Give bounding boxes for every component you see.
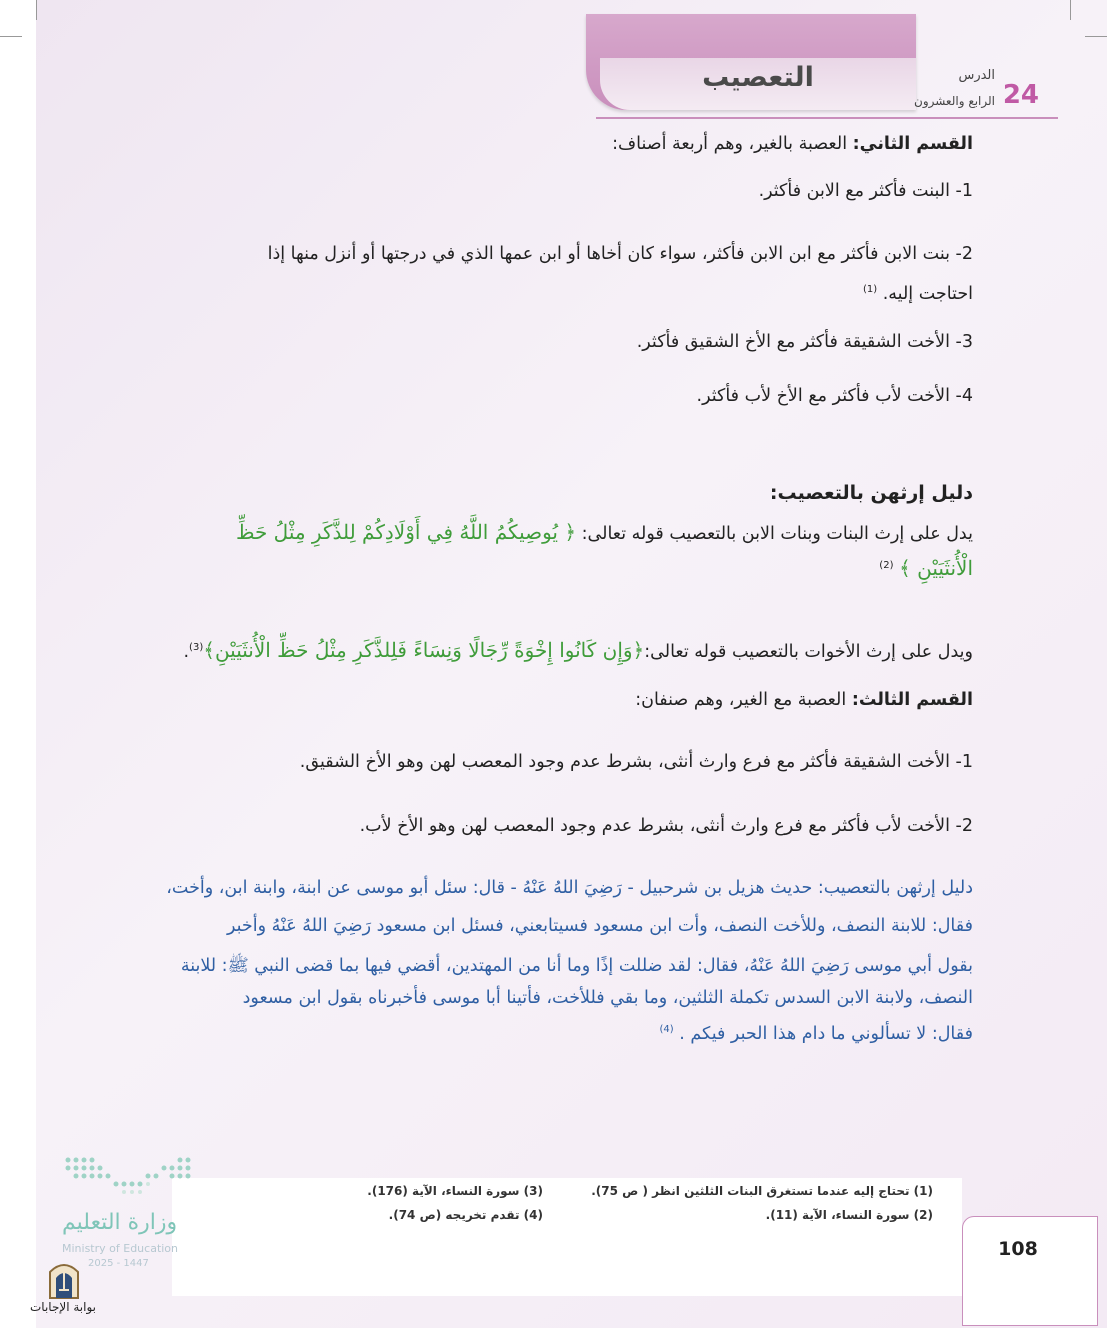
section3-item: 2- الأخت لأب فأكثر مع فرع وارث أنثى، بشرط عدم وجود المعصب لهن وهو الأخ لأب. — [359, 816, 973, 836]
ministry-name-english: Ministry of Education — [62, 1242, 179, 1255]
hadith-text: فقال: لا تسألوني ما دام هذا الحبر فيكم . — [679, 1024, 973, 1044]
lesson-title: التعصيب — [702, 62, 814, 93]
footnote-ref: (4) — [659, 1024, 674, 1036]
evidence-line — [879, 556, 973, 580]
ministry-year: 2025 - 1447 — [88, 1258, 149, 1269]
period: . — [183, 642, 190, 662]
page-number-box — [962, 1216, 1098, 1326]
ministry-logo-icon — [64, 1156, 196, 1196]
footnote-ref: (1) — [862, 284, 878, 296]
section2-item-continued — [863, 284, 973, 304]
page-number: 108 — [998, 1238, 1038, 1260]
footnote: (4) تقدم تخريجه (ص 74). — [388, 1208, 543, 1222]
hadith-line: فقال: للابنة النصف، وللأخت النصف، وأت ابن مسعود فسيتابعني، فسئل ابن مسعود رَضِيَ اللهُ عَنْهُ وأخبر — [226, 916, 973, 936]
section2-item: 3- الأخت الشقيقة فأكثر مع الأخ الشقيق فأكثر. — [636, 332, 973, 352]
portal-label: بوابة الإجابات — [30, 1300, 97, 1314]
crop-mark — [36, 0, 37, 20]
section2-item-text: احتاجت إليه. — [882, 284, 973, 304]
footnote: (1) تحتاج إليه عندما تستغرق البنات الثلثين انظر ( ص 75). — [591, 1184, 933, 1198]
quran-verse: الْأُنثَيَيْنِ ﴾ — [899, 556, 973, 580]
section3-heading: القسم الثالث: — [851, 690, 973, 710]
footnote: (3) سورة النساء، الآية (176). — [367, 1184, 543, 1198]
crop-mark — [1085, 36, 1107, 37]
section2-heading-rest: العصبة بالغير، وهم أربعة أصناف: — [612, 134, 853, 154]
evidence-text: ويدل على إرث الأخوات بالتعصيب قوله تعالى: — [644, 642, 973, 662]
evidence-line — [183, 638, 973, 662]
portal-logo-icon — [42, 1256, 86, 1300]
lesson-label: الدرس — [958, 68, 995, 83]
lesson-number: 24 — [1002, 80, 1039, 110]
section3-heading-rest: العصبة مع الغير، وهم صنفان: — [635, 690, 852, 710]
section2-heading: القسم الثاني: — [852, 134, 973, 154]
crop-mark — [0, 36, 22, 37]
hadith-line: النصف، ولابنة الابن السدس تكملة الثلثين، وما بقي فللأخت، فأتينا أبا موسى فأخبرناه بقول ابن مسعود — [242, 988, 973, 1008]
quran-verse: ﴿وَإِن كَانُوا إِخْوَةً رِّجَالًا وَنِسَاءً فَلِلذَّكَرِ مِثْلُ حَظِّ الْأُنثَيَيْنِ﴾ — [203, 638, 645, 662]
hadith-line: دليل إرثهن بالتعصيب: حديث هزيل بن شرحبيل - رَضِيَ اللهُ عَنْهُ - قال: سئل أبو موسى عن ابنة، وابنة ابن، وأخت، — [166, 878, 973, 898]
section2-item: 4- الأخت لأب فأكثر مع الأخ لأب فأكثر. — [696, 386, 973, 406]
section3-item: 1- الأخت الشقيقة فأكثر مع فرع وارث أنثى، بشرط عدم وجود المعصب لهن وهو الأخ الشقيق. — [299, 752, 973, 772]
footnote-ref: (2) — [879, 560, 894, 572]
lesson-ordinal: الرابع والعشرون — [914, 94, 995, 108]
hadith-line: بقول أبي موسى رَضِيَ اللهُ عَنْهُ، فقال: لقد ضللت إذًا وما أنا من المهتدين، أقضي فيها بما قضى النبي ﷺ: للابنة — [180, 956, 973, 976]
section2-heading-line — [612, 134, 973, 154]
footnote: (2) سورة النساء، الآية (11). — [765, 1208, 933, 1222]
section2-item: 1- البنت فأكثر مع الابن فأكثر. — [758, 181, 973, 201]
section2-item: 2- بنت الابن فأكثر مع ابن الابن فأكثر، سواء كان أخاها أو ابن عمها الذي في درجتها أو أنزل منها إذا — [267, 244, 973, 264]
quran-verse: ﴿ يُوصِيكُمُ اللَّهُ فِي أَوْلَادِكُمْ لِلذَّكَرِ مِثْلُ حَظِّ — [235, 520, 577, 544]
evidence-line — [236, 520, 973, 544]
ministry-name-arabic: وزارة التعليم — [62, 1210, 178, 1235]
evidence-text: يدل على إرث البنات وبنات الابن بالتعصيب قوله تعالى: — [576, 524, 973, 544]
evidence-heading: دليل إرثهن بالتعصيب: — [769, 482, 973, 504]
header-divider — [596, 117, 1058, 119]
footnote-ref: (3) — [189, 642, 204, 654]
section3-heading-line — [635, 690, 973, 710]
hadith-line — [660, 1024, 973, 1044]
crop-mark — [1070, 0, 1071, 20]
